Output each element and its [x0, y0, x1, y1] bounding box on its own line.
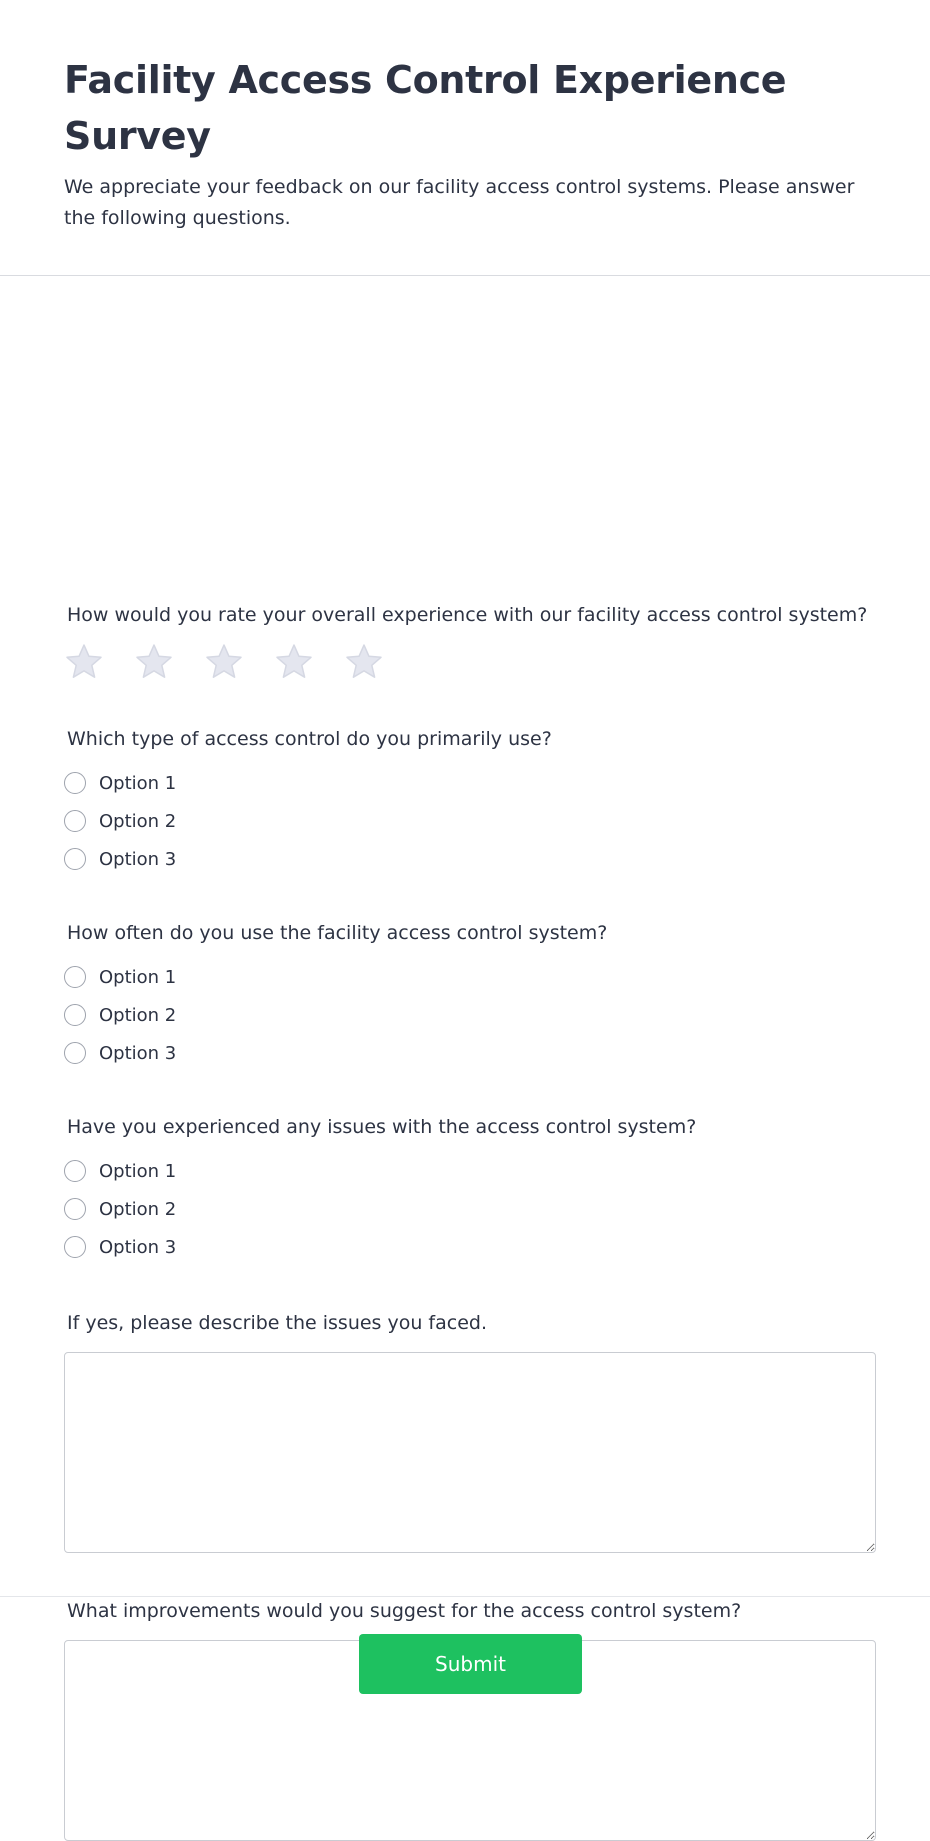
star-rating — [64, 642, 876, 682]
radio-label: Option 3 — [99, 1236, 177, 1258]
question-label: How would you rate your overall experience with our facility access control system? — [67, 604, 868, 626]
page-title: Facility Access Control Experience Survey — [64, 58, 787, 158]
radio-option[interactable] — [64, 1152, 876, 1190]
star-icon[interactable] — [344, 642, 384, 682]
radio-label: Option 2 — [99, 810, 177, 832]
submit-button[interactable]: Submit — [359, 1634, 582, 1694]
radio-button[interactable] — [64, 772, 86, 794]
radio-option[interactable] — [64, 1190, 876, 1228]
radio-button[interactable] — [64, 848, 86, 870]
radio-label: Option 1 — [99, 1160, 177, 1182]
radio-option[interactable] — [64, 802, 876, 840]
question-frequency — [64, 920, 876, 1072]
radio-label: Option 2 — [99, 1198, 177, 1220]
question-issues — [64, 1114, 876, 1266]
radio-label: Option 3 — [99, 848, 177, 870]
radio-option[interactable] — [64, 1228, 876, 1266]
radio-label: Option 3 — [99, 1042, 177, 1064]
radio-group — [64, 764, 876, 878]
radio-label: Option 1 — [99, 772, 177, 794]
question-label: Which type of access control do you primarily use? — [67, 728, 552, 750]
radio-button[interactable] — [64, 1004, 86, 1026]
page-description: We appreciate your feedback on our facility access control systems. Please answer the following questions. — [64, 176, 855, 229]
radio-button[interactable] — [64, 1236, 86, 1258]
question-label: How often do you use the facility access control system? — [67, 922, 608, 944]
question-rating — [64, 602, 876, 682]
radio-button[interactable] — [64, 966, 86, 988]
radio-option[interactable] — [64, 840, 876, 878]
star-icon[interactable] — [274, 642, 314, 682]
radio-option[interactable] — [64, 996, 876, 1034]
star-icon[interactable] — [64, 642, 104, 682]
form-footer — [0, 1596, 930, 1743]
star-icon[interactable] — [134, 642, 174, 682]
survey-header — [0, 0, 930, 276]
question-issue-description — [64, 1310, 876, 1553]
radio-button[interactable] — [64, 1198, 86, 1220]
question-label: Have you experienced any issues with the access control system? — [67, 1116, 697, 1138]
question-label: What improvements would you suggest for the access control system? — [67, 1600, 742, 1622]
radio-group — [64, 958, 876, 1072]
radio-label: Option 1 — [99, 966, 177, 988]
radio-label: Option 2 — [99, 1004, 177, 1026]
radio-button[interactable] — [64, 810, 86, 832]
radio-option[interactable] — [64, 958, 876, 996]
radio-button[interactable] — [64, 1160, 86, 1182]
radio-option[interactable] — [64, 764, 876, 802]
star-icon[interactable] — [204, 642, 244, 682]
question-access-type — [64, 726, 876, 878]
issue-description-textarea[interactable] — [64, 1352, 876, 1553]
question-label: If yes, please describe the issues you faced. — [67, 1312, 488, 1334]
radio-group — [64, 1152, 876, 1266]
radio-button[interactable] — [64, 1042, 86, 1064]
radio-option[interactable] — [64, 1034, 876, 1072]
